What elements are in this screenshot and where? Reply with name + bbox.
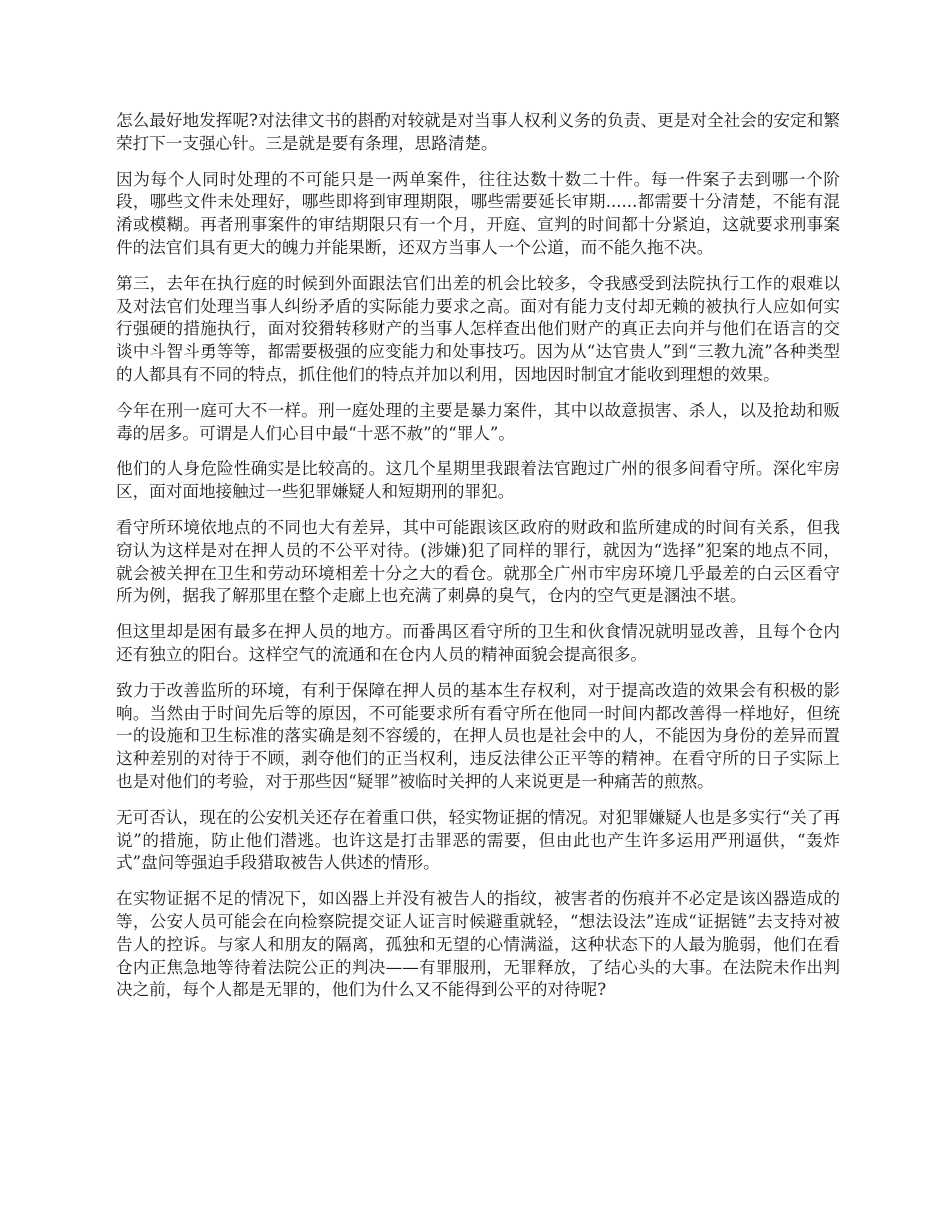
paragraph-9: 无可否认，现在的公安机关还存在着重口供，轻实物证据的情况。对犯罪嫌疑人也是多实行“关了再说”的措施，防止他们潜逃。也许这是打击罪恶的需要，但由此也产生许多运用严刑逼供，“轰炸式”盘问等强迫手段猎取被告人供述的情形。 bbox=[116, 807, 840, 873]
paragraph-3: 第三，去年在执行庭的时候到外面跟法官们出差的机会比较多，令我感受到法院执行工作的艰难以及对法官们处理当事人纠纷矛盾的实际能力要求之高。面对有能力支付却无赖的被执行人应如何实行强硬的措施执行，面对狡猾转移财产的当事人怎样查出他们财产的真正去向并与他们在语言的交谈中斗智斗勇等等，都需要极强的应变能力和处事技巧。因为从“达官贵人”到“三教九流”各种类型的人都具有不同的特点，抓住他们的特点并加以利用，因地因时制宜才能收到理想的效果。 bbox=[116, 273, 840, 384]
paragraph-6: 看守所环境依地点的不同也大有差异，其中可能跟该区政府的财政和监所建成的时间有关系，但我窃认为这样是对在押人员的不公平对待。(涉嫌)犯了同样的罪行，就因为“选择”犯案的地点不同，就会被关押在卫生和劳动环境相差十分之大的看仓。就那全广州市牢房环境几乎最差的白云区看守所为例，据我了解那里在整个走廊上也充满了刺鼻的臭气，仓内的空气更是溷浊不堪。 bbox=[116, 517, 840, 606]
paragraph-4: 今年在刑一庭可大不一样。刑一庭处理的主要是暴力案件，其中以故意损害、杀人，以及抢劫和贩毒的居多。可谓是人们心目中最“十恶不赦”的“罪人”。 bbox=[116, 400, 840, 443]
document-body bbox=[116, 110, 840, 1015]
paragraph-10: 在实物证据不足的情况下，如凶器上并没有被告人的指纹，被害者的伤痕并不必定是该凶器造成的等，公安人员可能会在向检察院提交证人证言时候避重就轻，“想法设法”连成“证据链”去支持对被告人的控诉。与家人和朋友的隔离，孤独和无望的心情满溢，这种状态下的人最为脆弱，他们在看仓内正焦急地等待着法院公正的判决——有罪服刑，无罪释放，了结心头的大事。在法院未作出判决之前，每个人都是无罪的，他们为什么又不能得到公平的对待呢? bbox=[116, 889, 840, 1000]
paragraph-8: 致力于改善监所的环境，有利于保障在押人员的基本生存权利，对于提高改造的效果会有积极的影响。当然由于时间先后等的原因，不可能要求所有看守所在他同一时间内都改善得一样地好，但统一的设施和卫生标准的落实确是刻不容缓的，在押人员也是社会中的人，不能因为身份的差异而置这种差别的对待于不顾，剥夺他们的正当权利，违反法律公正平等的精神。在看守所的日子实际上也是对他们的考验，对于那些因“疑罪”被临时关押的人来说更是一种痛苦的煎熬。 bbox=[116, 680, 840, 791]
paragraph-2: 因为每个人同时处理的不可能只是一两单案件，往往达数十数二十件。每一件案子去到哪一个阶段，哪些文件未处理好，哪些即将到审理期限，哪些需要延长审期......都需要十分清楚，不能有混淆或模糊。再者刑事案件的审结期限只有一个月，开庭、宣判的时间都十分紧迫，这就要求刑事案件的法官们具有更大的魄力并能果断，还双方当事人一个公道，而不能久拖不决。 bbox=[116, 169, 840, 257]
paragraph-5: 他们的人身危险性确实是比较高的。这几个星期里我跟着法官跑过广州的很多间看守所。深化牢房区，面对面地接触过一些犯罪嫌疑人和短期刑的罪犯。 bbox=[116, 459, 840, 502]
paragraph-1: 怎么最好地发挥呢?对法律文书的斟酌对较就是对当事人权利义务的负责、更是对全社会的安定和繁荣打下一支强心针。三是就是要有条理，思路清楚。 bbox=[116, 111, 840, 153]
paragraph-7: 但这里却是困有最多在押人员的地方。而番禺区看守所的卫生和伙食情况就明显改善，且每个仓内还有独立的阳台。这样空气的流通和在仓内人员的精神面貌会提高很多。 bbox=[116, 622, 840, 664]
